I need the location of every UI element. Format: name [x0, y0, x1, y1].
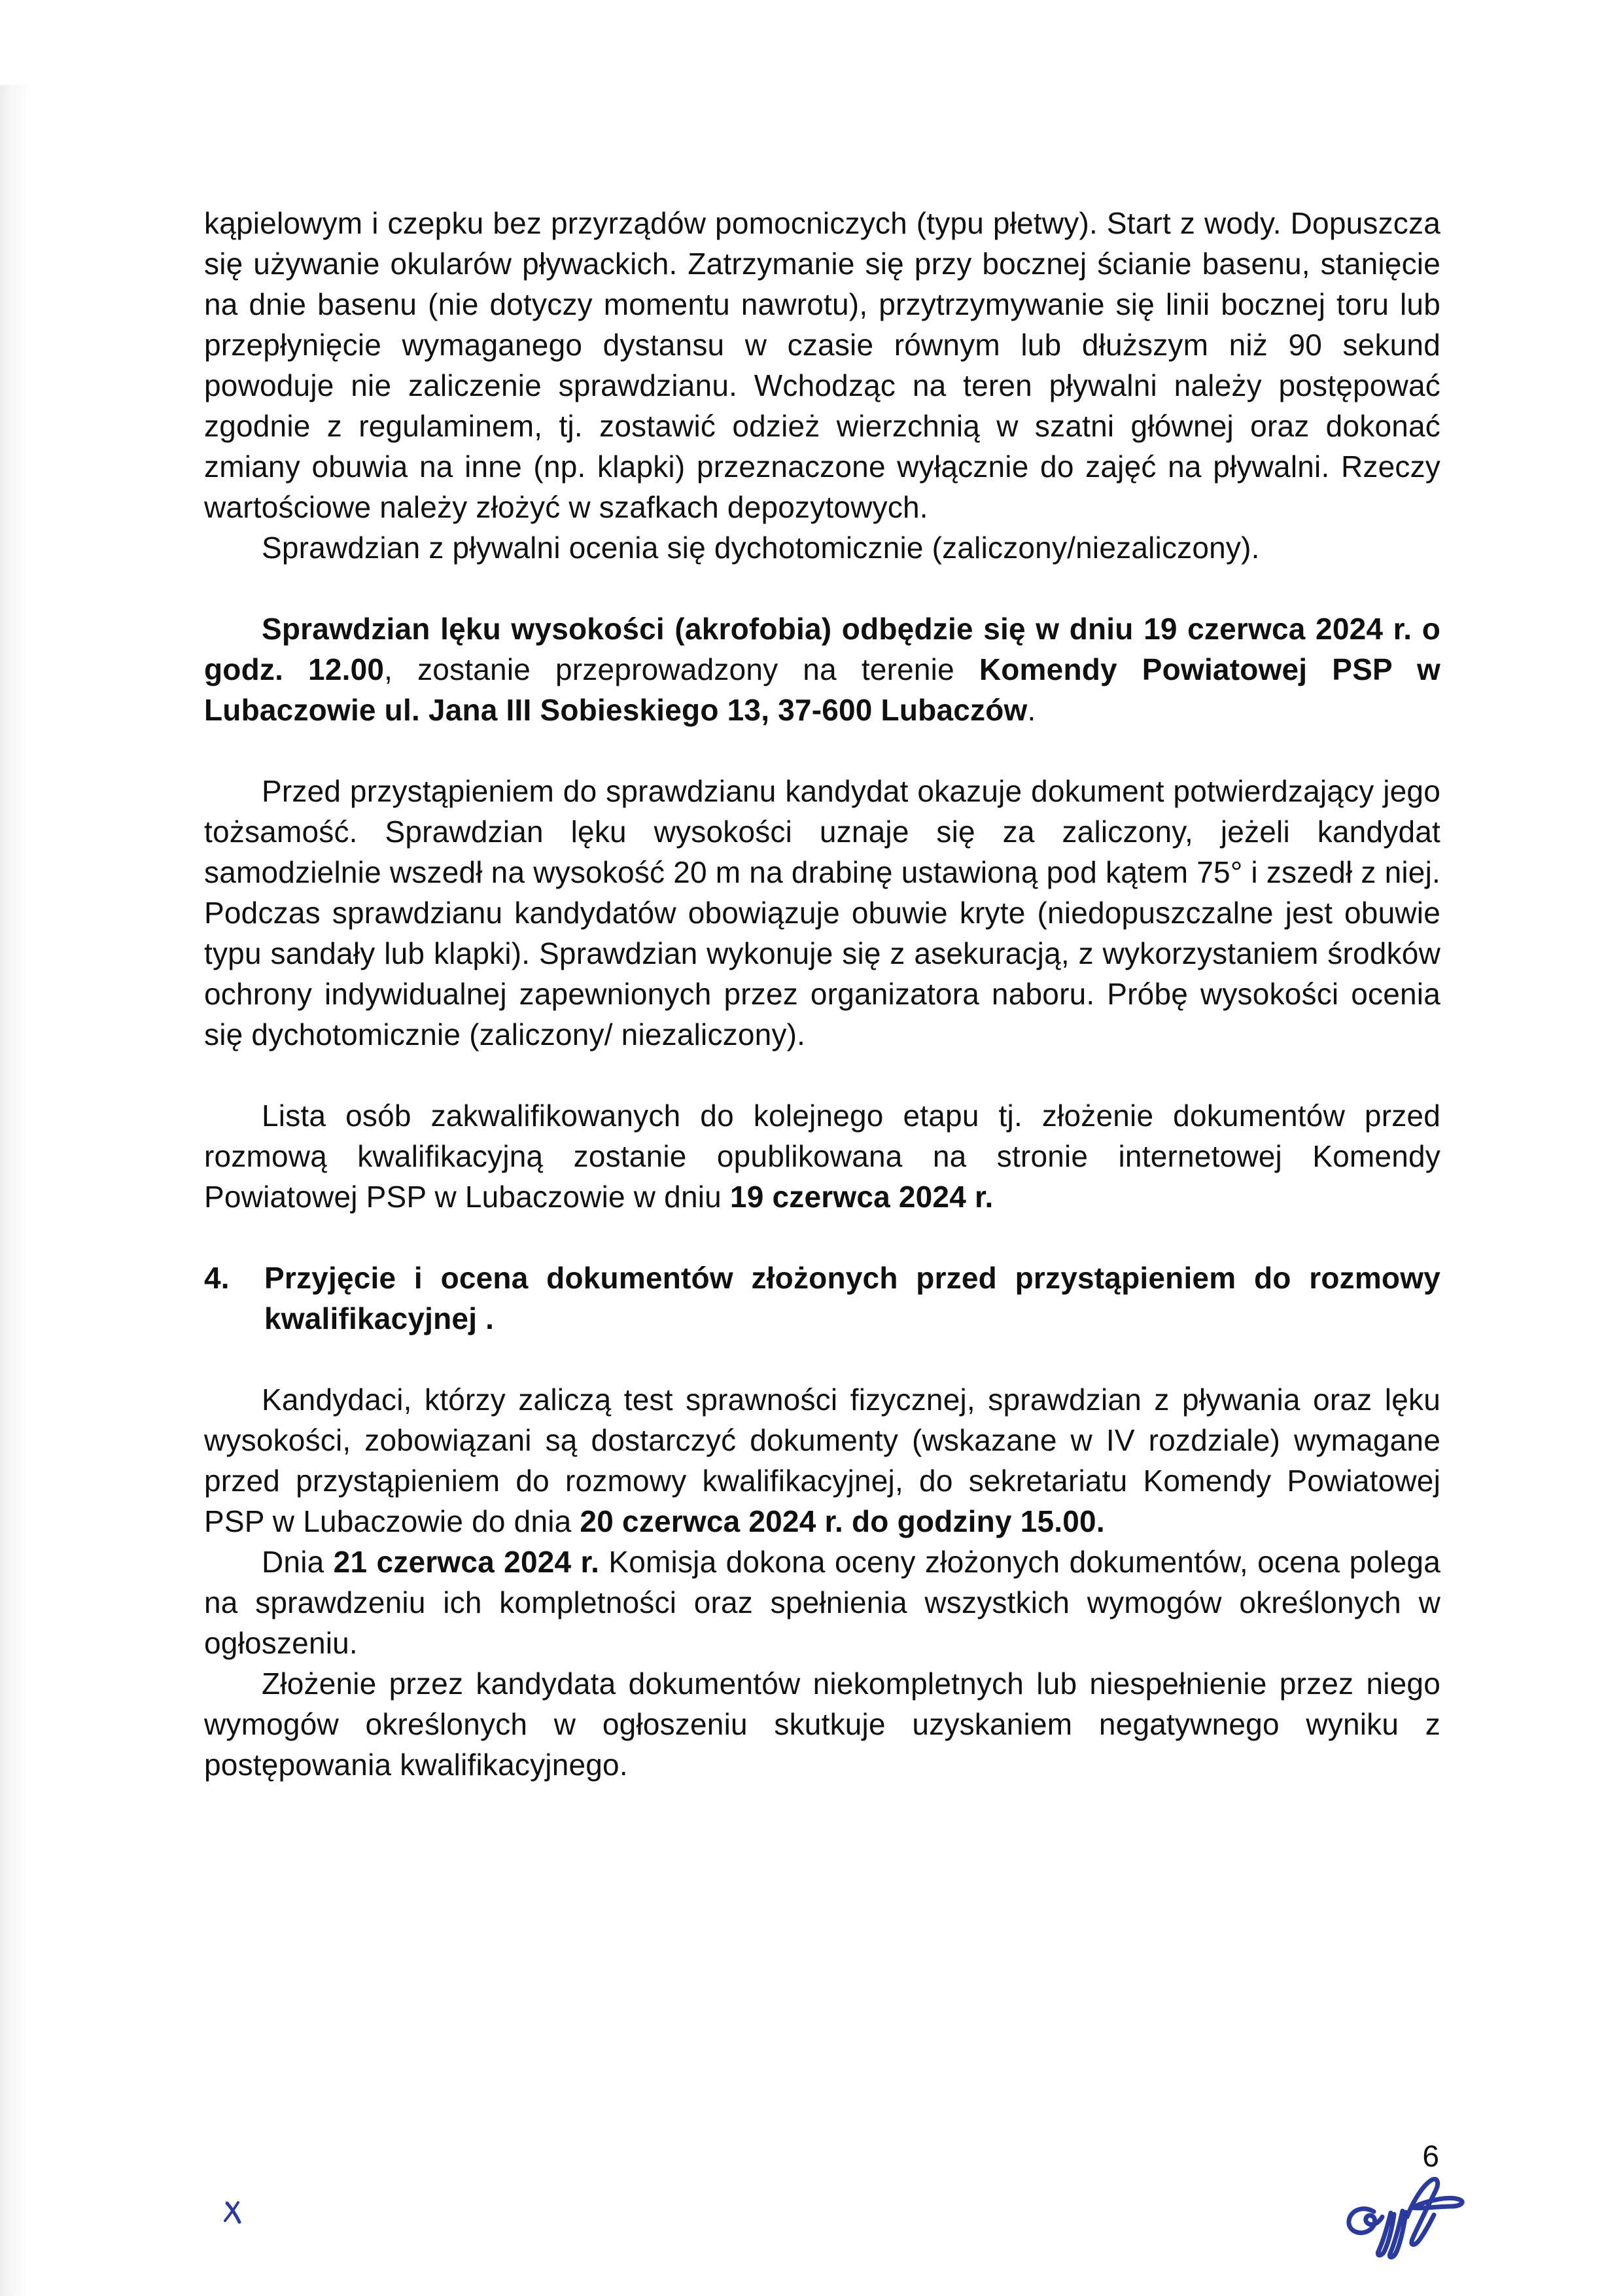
ink-mark — [222, 2201, 243, 2225]
bold-run: Sprawdzian lęku wysokości (akrofobia) odbędzie się w dniu 19 czerwca 2024 r. o godz. 12.00 — [204, 612, 1440, 686]
bold-run: 20 czerwca 2024 r. do godziny 15.00. — [580, 1504, 1105, 1538]
text-run: Lista osób zakwalifikowanych do kolejnego etapu tj. złożenie dokumentów przed rozmową kwalifikacyjną zostanie opublikowana na stronie internetowej Komendy Powiatowej PSP w Lubaczowie w dniu — [204, 1099, 1440, 1214]
document-body — [204, 203, 1440, 1785]
page-number: 6 — [1422, 2139, 1439, 2173]
paragraph — [204, 771, 1440, 1055]
paragraph — [204, 1542, 1440, 1663]
text-run: Przed przystąpieniem do sprawdzianu kandydat okazuje dokument potwierdzający jego tożsamość. Sprawdzian lęku wysokości uznaje się za zaliczony, jeżeli kandydat samodzielnie wszedł na wysokość 20 m na drabinę ustawioną pod kątem 75° i zszedł z niej. Podczas sprawdzianu kandydatów obowiązuje obuwie kryte (niedopuszczalne jest obuwie typu sandały lub klapki). Sprawdzian wykonuje się z asekuracją, z wykorzystaniem środków ochrony indywidualnej zapewnionych przez organizatora naboru. Próbę wysokości ocenia się dychotomicznie (zaliczony/ niezaliczony). — [204, 774, 1440, 1051]
text-run: . — [1027, 693, 1036, 727]
numbered-heading — [204, 1258, 1440, 1339]
bold-run: 21 czerwca 2024 r. — [333, 1545, 600, 1579]
heading-number: 4. — [204, 1261, 230, 1295]
bold-run: Komendy Powiatowej PSP w Lubaczowie ul. Jana III Sobieskiego 13, 37-600 Lubaczów — [204, 652, 1440, 727]
paragraph — [204, 527, 1440, 568]
text-run: Dnia — [262, 1545, 334, 1579]
scan-edge-artifact — [0, 85, 31, 2296]
paragraph — [204, 1663, 1440, 1785]
text-run: Sprawdzian z pływalni ocenia się dychotomicznie (zaliczony/niezaliczony). — [262, 531, 1260, 565]
text-run: Kandydaci, którzy zaliczą test sprawności fizycznej, sprawdzian z pływania oraz lęku wysokości, zobowiązani są dostarczyć dokumenty (wskazane w IV rozdziale) wymagane przed przystąpieniem do rozmowy kwalifikacyjnej, do sekretariatu Komendy Powiatowej PSP w Lubaczowie do dnia — [204, 1383, 1440, 1538]
text-run: Komisja dokona oceny złożonych dokumentów, ocena polega na sprawdzeniu ich kompletności oraz spełnienia wszystkich wymogów określonych w ogłoszeniu. — [204, 1545, 1441, 1660]
paragraph — [204, 609, 1440, 730]
text-run: kąpielowym i czepku bez przyrządów pomocniczych (typu płetwy). Start z wody. Dopuszcza się używanie okularów pływackich. Zatrzymanie się przy bocznej ścianie basenu, stanięcie na dnie basenu (nie dotyczy momentu nawrotu), przytrzymywanie się linii bocznej toru lub przepłynięcie wymaganego dystansu w czasie równym lub dłuższym niż 90 sekund powoduje nie zaliczenie sprawdzianu. Wchodząc na teren pływalni należy postępować zgodnie z regulaminem, tj. zostawić odzież wierzchnią w szatni głównej oraz dokonać zmiany obuwia na inne (np. klapki) przeznaczone wyłącznie do zajęć na pływalni. Rzeczy wartościowe należy złożyć w szafkach depozytowych. — [204, 206, 1440, 524]
bold-run: Przyjęcie i ocena dokumentów złożonych przed przystąpieniem do rozmowy kwalifikacyjnej . — [264, 1261, 1440, 1335]
bold-run: 19 czerwca 2024 r. — [729, 1180, 994, 1214]
text-run: , zostanie przeprowadzony na terenie — [384, 652, 979, 686]
paragraph — [204, 1095, 1440, 1217]
text-run: Złożenie przez kandydata dokumentów niekompletnych lub niespełnienie przez niego wymogów określonych w ogłoszeniu skutkuje uzyskaniem negatywnego wyniku z postępowania kwalifikacyjnego. — [204, 1667, 1440, 1782]
paragraph — [204, 203, 1440, 527]
paragraph — [204, 1379, 1440, 1542]
heading-text — [264, 1258, 1440, 1339]
signature-scribble — [1345, 2175, 1469, 2260]
